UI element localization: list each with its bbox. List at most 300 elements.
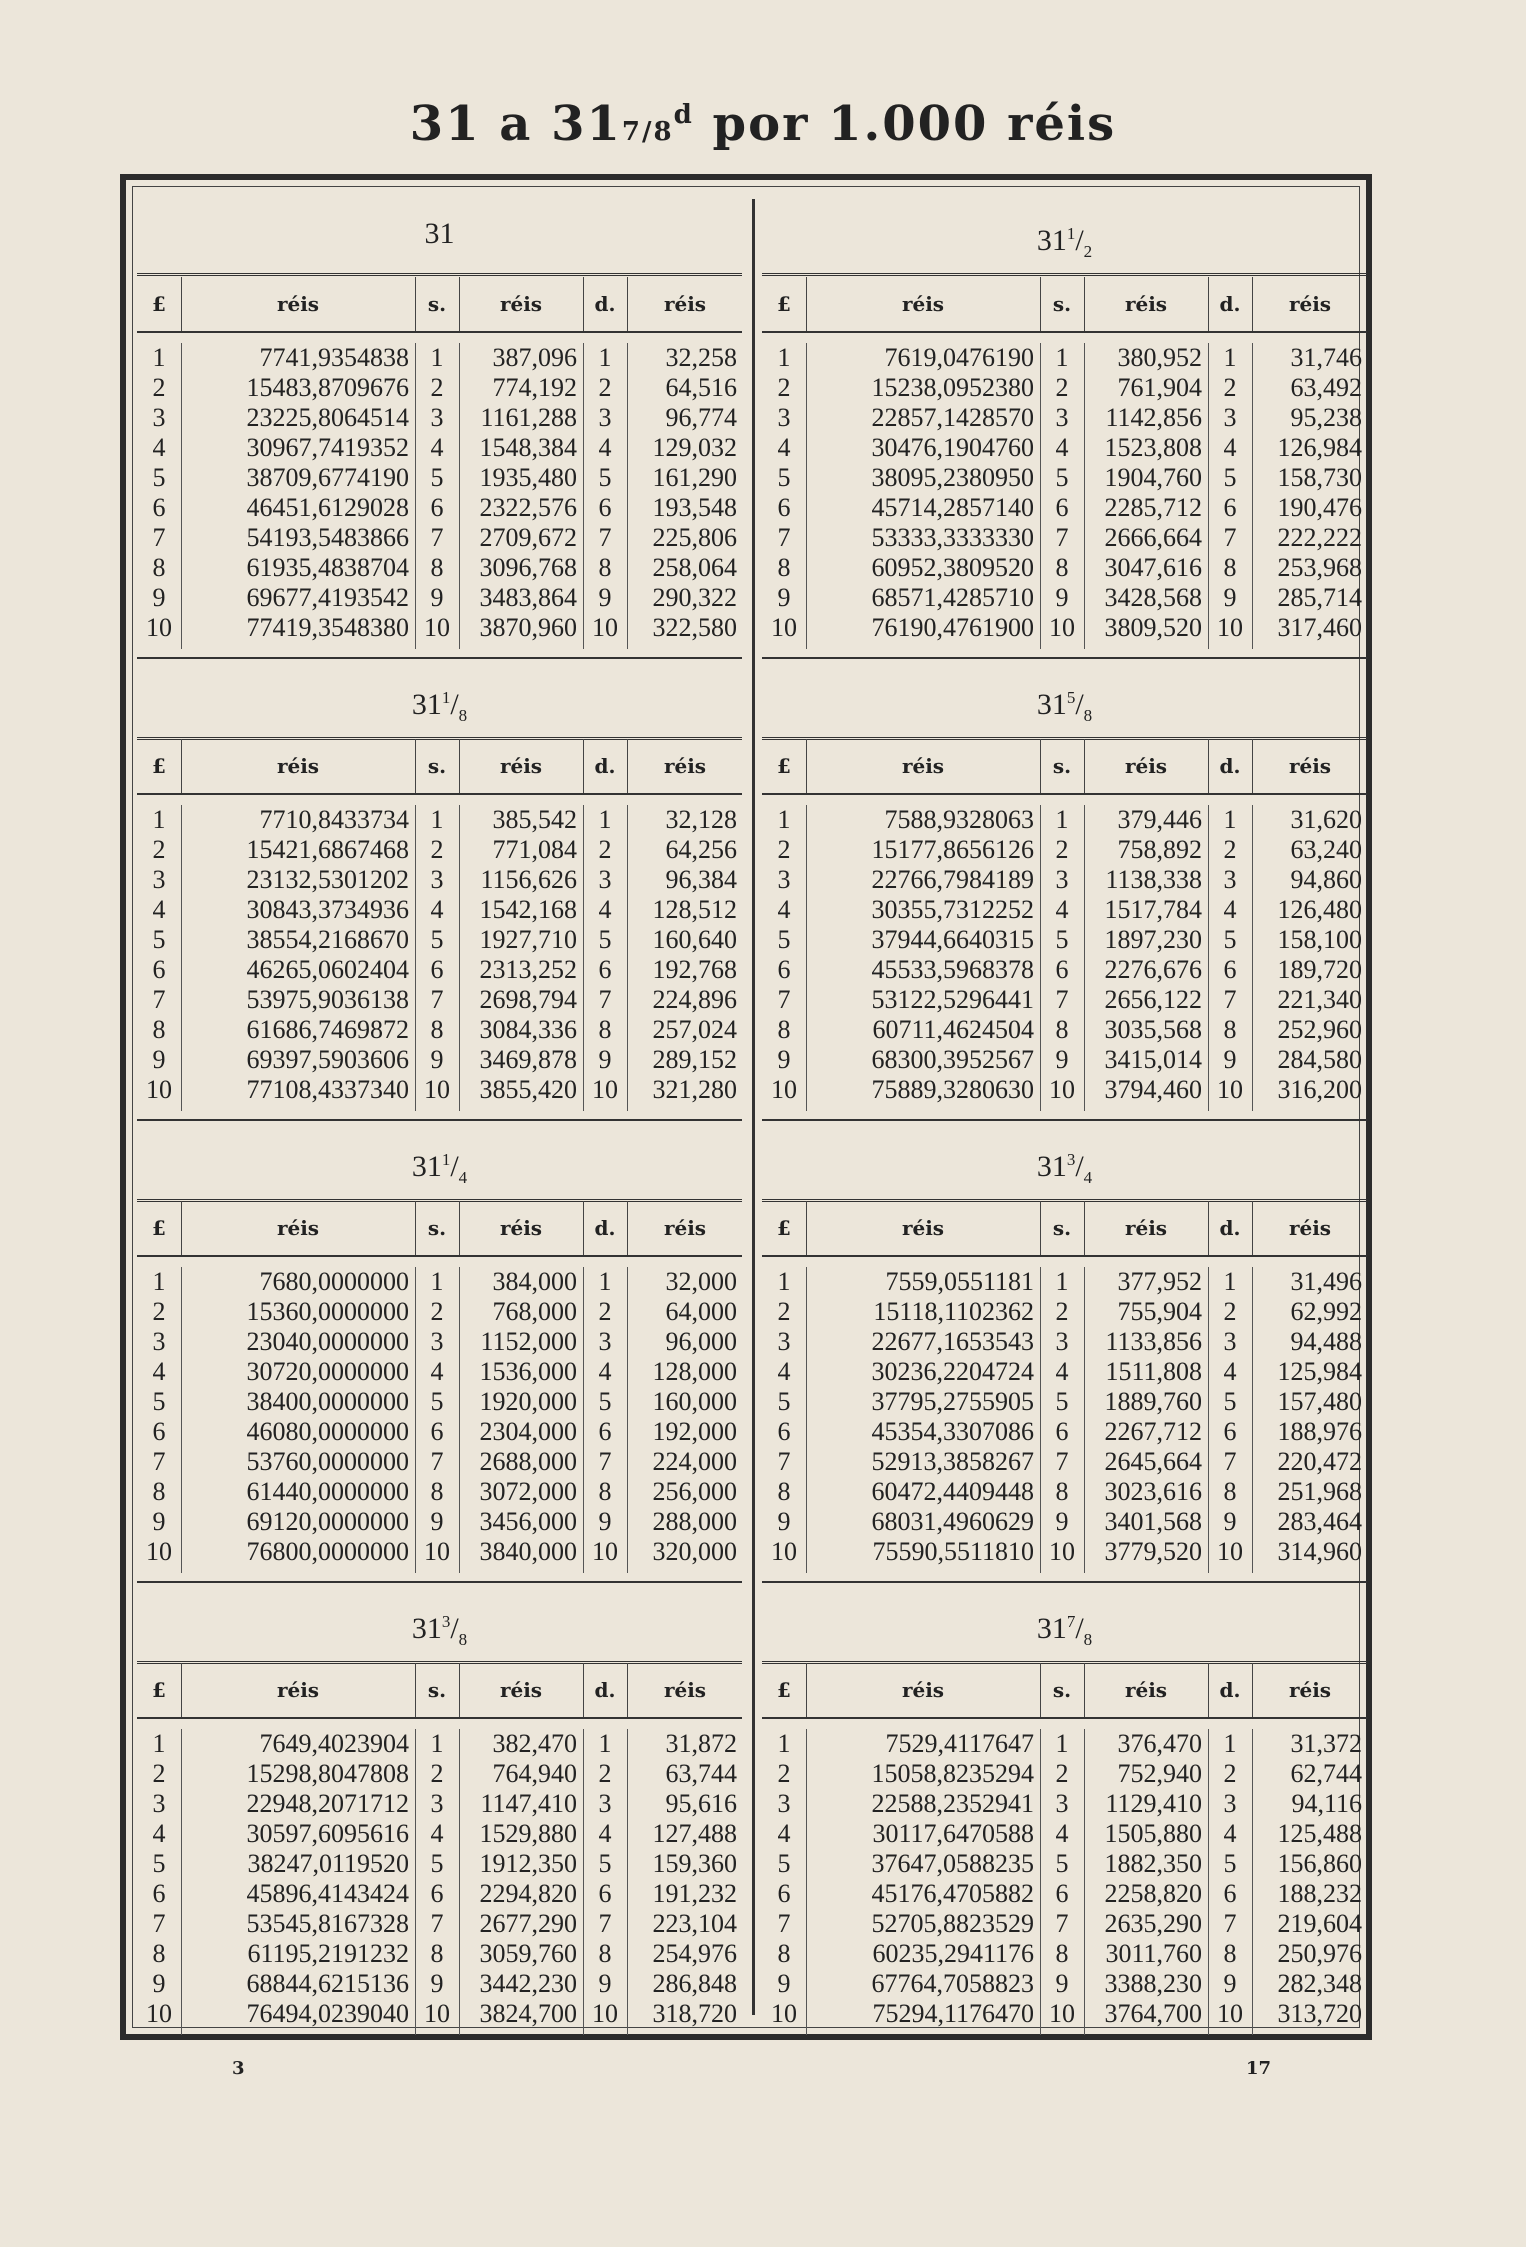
reis-header: réis [901,754,945,778]
pound-count: 9 [777,1507,791,1536]
shilling-value: 3401,568 [1104,1507,1202,1536]
rate-fraction-numerator: 1 [1066,224,1076,243]
pence-value: 128,512 [652,895,737,924]
shilling-value: 2677,290 [479,1909,577,1938]
conversion-table [137,1119,742,1581]
shilling-value: 3011,760 [1105,1939,1202,1968]
shilling-count: 10 [1049,1999,1075,2028]
pound-count: 7 [152,523,166,552]
column-rule [1040,1201,1041,1255]
shilling-header: s. [427,754,447,778]
table-row [137,1417,742,1447]
pence-value: 63,744 [665,1759,737,1788]
table-row [137,1477,742,1507]
pound-value: 30117,6470588 [872,1819,1034,1848]
shilling-count: 2 [430,835,444,864]
pence-count: 9 [598,1507,612,1536]
table-row [762,1729,1367,1759]
pound-header: £ [152,292,166,316]
table-row [137,403,742,433]
pound-count: 5 [152,1849,166,1878]
shilling-value: 2294,820 [479,1879,577,1908]
pence-value: 126,984 [1277,433,1362,462]
pound-count: 8 [777,1939,791,1968]
table-row [762,835,1367,865]
table-row [762,1969,1367,1999]
pence-value: 192,768 [652,955,737,984]
pound-value: 30843,3734936 [246,895,409,924]
pence-count: 1 [1223,1729,1237,1758]
shilling-header: s. [427,1216,447,1240]
shilling-value: 1927,710 [479,925,577,954]
shilling-count: 7 [1055,1909,1069,1938]
pence-value: 289,152 [652,1045,737,1074]
pound-value: 30720,0000000 [246,1357,409,1386]
table-row [762,1999,1367,2029]
shilling-count: 1 [1055,805,1069,834]
pence-count: 1 [598,1267,612,1296]
pound-value: 76494,0239040 [246,1999,409,2028]
pence-count: 2 [598,835,612,864]
table-row [137,343,742,373]
pence-value: 224,896 [652,985,737,1014]
pound-count: 5 [152,925,166,954]
rate-integer: 31 [1036,1612,1067,1645]
pound-value: 15360,0000000 [246,1297,409,1326]
pound-value: 46080,0000000 [246,1417,409,1446]
pence-count: 1 [598,1729,612,1758]
shilling-count: 4 [430,1819,444,1848]
shilling-count: 3 [430,403,444,432]
reis-header: réis [276,1216,320,1240]
pound-count: 3 [152,1789,166,1818]
column-rule [1252,739,1253,793]
shilling-value: 1147,410 [480,1789,577,1818]
pence-value: 94,488 [1290,1327,1362,1356]
shilling-count: 7 [430,985,444,1014]
shilling-value: 2285,712 [1104,493,1202,522]
shilling-value: 3084,336 [479,1015,577,1044]
shilling-value: 1133,856 [1105,1327,1202,1356]
pence-count: 5 [1223,1387,1237,1416]
pound-value: 45533,5968378 [871,955,1034,984]
pound-value: 45896,4143424 [246,1879,409,1908]
pound-count: 3 [152,865,166,894]
shilling-count: 7 [1055,1447,1069,1476]
pence-value: 160,000 [652,1387,737,1416]
pence-count: 4 [598,433,612,462]
pence-count: 3 [1223,865,1237,894]
table-row [762,463,1367,493]
pound-count: 8 [152,553,166,582]
pence-value: 128,000 [652,1357,737,1386]
shilling-value: 1889,760 [1104,1387,1202,1416]
shilling-value: 1935,480 [479,463,577,492]
column-rule [459,277,460,331]
shilling-count: 5 [430,463,444,492]
reis-header: réis [901,292,945,316]
column-headers [137,1201,742,1257]
pound-value: 45714,2857140 [871,493,1034,522]
rate-fraction-denominator: 2 [1083,242,1093,261]
pence-value: 190,476 [1277,493,1362,522]
pound-count: 4 [777,433,791,462]
shilling-header: s. [1052,754,1072,778]
table-row [137,1447,742,1477]
pence-header: d. [1219,1216,1241,1240]
shilling-value: 1920,000 [479,1387,577,1416]
shilling-value: 376,470 [1117,1729,1202,1758]
column-rule [1040,739,1041,793]
pound-value: 77419,3548380 [246,613,409,642]
shilling-value: 2688,000 [479,1447,577,1476]
rate-fraction-numerator: 3 [441,1612,451,1631]
pence-value: 192,000 [652,1417,737,1446]
reis-header: réis [276,754,320,778]
pence-count: 5 [598,1849,612,1878]
shilling-value: 1912,350 [479,1849,577,1878]
table-row [137,805,742,835]
pound-value: 46265,0602404 [246,955,409,984]
reis-header: réis [499,1216,543,1240]
pound-count: 9 [152,583,166,612]
column-rule [415,1201,416,1255]
column-rule [181,739,182,793]
pence-count: 3 [598,1327,612,1356]
shilling-count: 4 [1055,1357,1069,1386]
shilling-value: 1161,288 [480,403,577,432]
pence-count: 7 [598,985,612,1014]
shilling-value: 2276,676 [1104,955,1202,984]
pence-value: 126,480 [1277,895,1362,924]
pence-value: 62,992 [1290,1297,1362,1326]
column-rule [583,739,584,793]
column-rule [415,1663,416,1717]
shilling-value: 379,446 [1117,805,1202,834]
pound-count: 7 [777,1909,791,1938]
pound-count: 6 [152,1879,166,1908]
rate-integer: 31 [411,688,442,721]
rate-fraction-denominator: 4 [458,1168,468,1187]
pound-value: 30355,7312252 [871,895,1034,924]
shilling-value: 3779,520 [1104,1537,1202,1566]
shilling-count: 2 [1055,373,1069,402]
pence-count: 1 [598,343,612,372]
pound-value: 54193,5483866 [246,523,409,552]
table-rate-heading [762,657,1367,740]
reis-header: réis [1288,1216,1332,1240]
pound-header: £ [152,754,166,778]
pound-value: 75590,5511810 [872,1537,1034,1566]
pound-count: 4 [152,1357,166,1386]
rate-fraction-numerator: 3 [1066,1150,1076,1169]
rate-integer: 31 [1036,688,1067,721]
pence-count: 1 [1223,1267,1237,1296]
pence-count: 9 [598,1045,612,1074]
shilling-value: 377,952 [1117,1267,1202,1296]
pence-value: 285,714 [1277,583,1362,612]
reis-header: réis [1288,292,1332,316]
pound-count: 4 [777,895,791,924]
column-rule [627,277,628,331]
shilling-count: 10 [424,1537,450,1566]
shilling-value: 2698,794 [479,985,577,1014]
shilling-value: 752,940 [1117,1759,1202,1788]
pence-count: 5 [598,925,612,954]
pound-value: 15298,8047808 [246,1759,409,1788]
pound-value: 75889,3280630 [871,1075,1034,1104]
pound-count: 9 [152,1969,166,1998]
pound-count: 9 [777,1969,791,1998]
pound-value: 53545,8167328 [246,1909,409,1938]
rate-fraction-denominator: 8 [1083,1630,1093,1649]
column-rule [1084,1663,1085,1717]
pound-count: 6 [777,1879,791,1908]
pence-value: 258,064 [652,553,737,582]
shilling-header: s. [427,292,447,316]
column-rule [1084,1201,1085,1255]
pound-count: 9 [152,1507,166,1536]
shilling-count: 5 [430,1849,444,1878]
rate-fraction-denominator: 4 [1083,1168,1093,1187]
pence-count: 2 [598,1297,612,1326]
shilling-value: 758,892 [1117,835,1202,864]
pence-count: 7 [598,1447,612,1476]
column-rule [1252,1663,1253,1717]
table-row [762,1879,1367,1909]
shilling-value: 1152,000 [480,1327,577,1356]
shilling-count: 5 [1055,925,1069,954]
pound-value: 23040,0000000 [246,1327,409,1356]
column-rule [627,1201,628,1255]
pound-count: 3 [777,403,791,432]
table-row [762,1507,1367,1537]
pound-value: 15238,0952380 [871,373,1034,402]
rate-fraction-numerator: 5 [1066,688,1076,707]
shilling-count: 6 [430,1879,444,1908]
table-row [762,1759,1367,1789]
pound-count: 4 [777,1819,791,1848]
pence-count: 4 [1223,433,1237,462]
shilling-value: 1523,808 [1104,433,1202,462]
pound-value: 61195,2191232 [247,1939,409,1968]
pound-count: 8 [152,1015,166,1044]
rate-fraction-slash: / [1075,1150,1084,1183]
pence-count: 10 [592,1999,618,2028]
pence-value: 96,384 [665,865,737,894]
pence-value: 191,232 [652,1879,737,1908]
pence-count: 8 [1223,553,1237,582]
pence-value: 225,806 [652,523,737,552]
table-row [762,1045,1367,1075]
pence-header: d. [1219,754,1241,778]
table-body [762,343,1367,643]
shilling-value: 1542,168 [479,895,577,924]
pence-count: 8 [1223,1015,1237,1044]
table-row [137,1015,742,1045]
pound-value: 38709,6774190 [246,463,409,492]
shilling-value: 3442,230 [479,1969,577,1998]
shilling-value: 1505,880 [1104,1819,1202,1848]
pound-count: 10 [146,613,172,642]
page-title [0,96,1526,152]
pound-value: 7710,8433734 [259,805,409,834]
table-row [762,1909,1367,1939]
shilling-value: 3023,616 [1104,1477,1202,1506]
pence-value: 189,720 [1277,955,1362,984]
table-row [137,1507,742,1537]
reis-header: réis [499,754,543,778]
table-rate-heading [762,1119,1367,1202]
column-rule [415,739,416,793]
table-body [137,805,742,1105]
rate-integer: 31 [424,217,455,250]
shilling-value: 2635,290 [1104,1909,1202,1938]
pound-count: 1 [777,343,791,372]
shilling-value: 1138,338 [1105,865,1202,894]
table-row [137,1849,742,1879]
column-rule [627,739,628,793]
pound-count: 7 [152,1447,166,1476]
shilling-count: 8 [430,1939,444,1968]
rate-fraction-denominator: 8 [458,1630,468,1649]
pound-value: 38247,0119520 [247,1849,409,1878]
page-number: 17 [1246,2058,1272,2079]
pound-count: 4 [152,433,166,462]
shilling-value: 3072,000 [479,1477,577,1506]
shilling-count: 1 [430,1267,444,1296]
pence-count: 6 [1223,1417,1237,1446]
shilling-count: 3 [430,1789,444,1818]
column-rule [1040,277,1041,331]
table-row [137,493,742,523]
pound-count: 5 [777,925,791,954]
shilling-count: 3 [1055,1789,1069,1818]
pence-value: 317,460 [1277,613,1362,642]
pence-count: 6 [1223,493,1237,522]
pence-count: 4 [598,1819,612,1848]
shilling-value: 2645,664 [1104,1447,1202,1476]
pound-count: 2 [152,373,166,402]
pence-count: 10 [592,1075,618,1104]
reis-header: réis [901,1216,945,1240]
pound-count: 2 [152,1759,166,1788]
pound-count: 5 [152,463,166,492]
shilling-value: 1517,784 [1104,895,1202,924]
pence-value: 220,472 [1277,1447,1362,1476]
rate-fraction-slash: / [1075,688,1084,721]
shilling-value: 3870,960 [479,613,577,642]
pound-value: 22948,2071712 [246,1789,409,1818]
pound-count: 10 [771,1537,797,1566]
pound-value: 15421,6867468 [246,835,409,864]
table-row [137,985,742,1015]
shilling-value: 380,952 [1117,343,1202,372]
shilling-header: s. [1052,292,1072,316]
pence-count: 2 [598,1759,612,1788]
pound-value: 53975,9036138 [246,985,409,1014]
pence-count: 6 [598,493,612,522]
column-headers [762,1663,1367,1719]
pound-value: 69397,5903606 [246,1045,409,1074]
shilling-count: 9 [1055,1969,1069,1998]
pence-count: 4 [598,895,612,924]
shilling-count: 9 [430,1045,444,1074]
pence-value: 32,128 [665,805,737,834]
pound-count: 2 [152,1297,166,1326]
shilling-count: 8 [430,1477,444,1506]
column-rule [806,1663,807,1717]
table-row [762,1477,1367,1507]
table-row [762,895,1367,925]
reis-header: réis [276,1678,320,1702]
table-row [137,1879,742,1909]
pound-count: 2 [777,835,791,864]
table-rate-heading [137,657,742,740]
column-rule [181,1201,182,1255]
pound-count: 1 [152,343,166,372]
table-row [137,1939,742,1969]
pence-header: d. [594,1678,616,1702]
pound-value: 7649,4023904 [259,1729,409,1758]
pence-count: 7 [1223,985,1237,1014]
table-row [762,343,1367,373]
pound-count: 7 [777,985,791,1014]
pound-count: 3 [152,1327,166,1356]
pence-count: 10 [1217,613,1243,642]
column-rule [1208,1201,1209,1255]
pence-count: 3 [598,403,612,432]
pound-value: 77108,4337340 [246,1075,409,1104]
table-row [137,553,742,583]
pence-count: 8 [1223,1939,1237,1968]
pound-count: 3 [152,403,166,432]
conversion-table [137,657,742,1119]
pence-value: 320,000 [652,1537,737,1566]
pound-value: 23132,5301202 [246,865,409,894]
pence-value: 250,976 [1277,1939,1362,1968]
pence-count: 6 [1223,955,1237,984]
column-rule [1040,1663,1041,1717]
pound-value: 30597,6095616 [246,1819,409,1848]
pence-count: 2 [1223,1297,1237,1326]
pence-count: 9 [1223,1969,1237,1998]
column-rule [1208,277,1209,331]
pound-count: 10 [146,1537,172,1566]
shilling-count: 1 [430,1729,444,1758]
reis-header: réis [1124,292,1168,316]
shilling-value: 755,904 [1117,1297,1202,1326]
reis-header: réis [663,292,707,316]
pound-value: 22677,1653543 [871,1327,1034,1356]
column-rule [181,1663,182,1717]
table-row [137,955,742,985]
shilling-count: 2 [430,373,444,402]
pence-header: d. [1219,292,1241,316]
pound-count: 9 [152,1045,166,1074]
table-row [762,925,1367,955]
table-row [137,433,742,463]
table-row [762,1267,1367,1297]
column-headers [137,277,742,333]
pound-count: 1 [777,1267,791,1296]
reis-header: réis [276,292,320,316]
pence-value: 252,960 [1277,1015,1362,1044]
pound-value: 45176,4705882 [871,1879,1034,1908]
pence-value: 254,976 [652,1939,737,1968]
pence-value: 286,848 [652,1969,737,1998]
pence-count: 6 [598,1879,612,1908]
